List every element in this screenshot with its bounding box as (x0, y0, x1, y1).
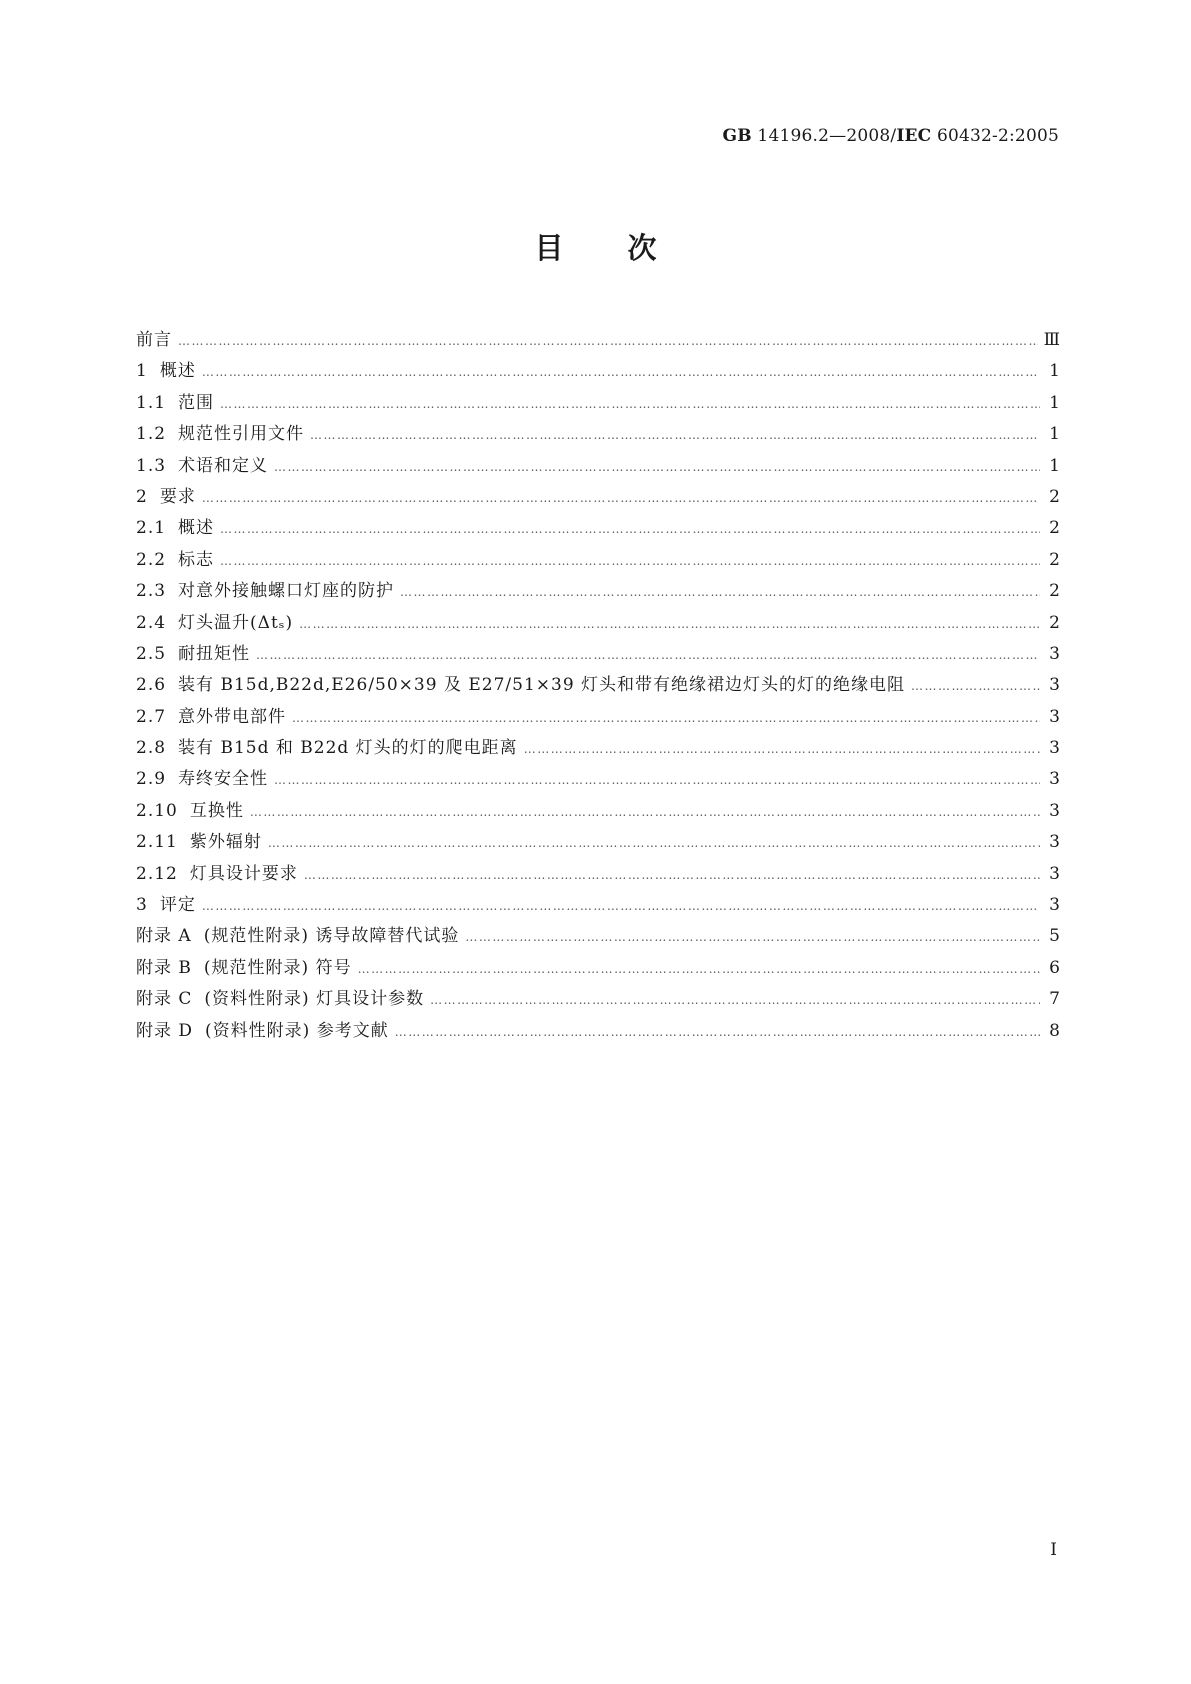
toc-entry-title: 概述 (178, 518, 215, 539)
toc-entry-number: 附录 B (136, 957, 192, 978)
toc-entry-label (136, 859, 304, 890)
toc-entry[interactable] (136, 1016, 1060, 1047)
toc-entry-title: (资料性附录) 参考文献 (205, 1020, 389, 1041)
toc-entry-number: 附录 A (136, 926, 192, 947)
toc-dot-leader (202, 483, 1040, 514)
toc-entry-number: 2.1 (136, 518, 167, 539)
toc-entry-page: 6 (1049, 957, 1060, 978)
toc-entry-label (136, 356, 202, 387)
toc-entry[interactable] (136, 419, 1060, 450)
page-title: 目次 (534, 231, 721, 265)
toc-dot-leader (430, 985, 1040, 1016)
toc-entry-title: 要求 (159, 486, 196, 507)
toc-entry-label (136, 953, 358, 984)
toc-entry-title: (规范性附录) 诱导故障替代试验 (203, 926, 460, 947)
toc-entry[interactable] (136, 733, 1060, 764)
toc-entry[interactable] (136, 388, 1060, 419)
toc-entry-title: 标志 (178, 549, 215, 570)
toc-entry[interactable] (136, 702, 1060, 733)
toc-entry-page: 2 (1049, 549, 1060, 570)
toc-entry-number: 2.11 (136, 832, 178, 853)
standard-header (723, 126, 1059, 146)
toc-dot-leader (256, 640, 1040, 671)
toc-entry[interactable] (136, 325, 1060, 356)
toc-entry-title: (资料性附录) 灯具设计参数 (204, 989, 425, 1010)
toc-entry-number: 2.5 (136, 643, 167, 664)
toc-dot-leader (292, 703, 1040, 734)
toc-entry-page: 3 (1049, 706, 1060, 727)
toc-entry-page: 3 (1049, 675, 1060, 696)
toc-entry-number: 2.7 (136, 706, 167, 727)
toc-entry-page: 1 (1049, 455, 1060, 476)
toc-entry-number: 1 (136, 361, 148, 382)
toc-entry-title: 规范性引用文件 (178, 424, 305, 445)
toc-entry-page: 3 (1049, 643, 1060, 664)
toc-entry-label (136, 827, 268, 858)
toc-entry-page: 1 (1049, 361, 1060, 382)
toc-entry-title: 范围 (178, 392, 215, 413)
toc-dot-leader (304, 860, 1040, 891)
toc-dot-leader (395, 1017, 1040, 1048)
toc-entry[interactable] (136, 608, 1060, 639)
toc-entry-label (136, 576, 400, 607)
toc-entry-label (136, 890, 202, 921)
toc-dot-leader (911, 671, 1040, 702)
toc-entry-label (136, 1016, 395, 1047)
toc-entry-title: 寿终安全性 (178, 769, 269, 790)
toc-entry-page: 8 (1049, 1020, 1060, 1041)
toc-entry-number: 1.3 (136, 455, 167, 476)
toc-entry-page: 3 (1049, 738, 1060, 759)
toc-entry-title: (规范性附录) 符号 (203, 957, 352, 978)
toc-entry-number: 2.8 (136, 738, 167, 759)
toc-entry-title: 对意外接触螺口灯座的防护 (178, 581, 395, 602)
toc-entry-page: 2 (1049, 581, 1060, 602)
toc-entry[interactable] (136, 356, 1060, 387)
toc-entry-number: 2.10 (136, 800, 178, 821)
toc-dot-leader (202, 891, 1040, 922)
toc-entry-label (136, 513, 220, 544)
toc-entry-page: 3 (1049, 895, 1060, 916)
toc-entry[interactable] (136, 953, 1060, 984)
toc-entry[interactable] (136, 545, 1060, 576)
table-of-contents (136, 325, 1060, 1047)
toc-entry-label (136, 670, 911, 701)
toc-entry-number: 2.2 (136, 549, 167, 570)
toc-dot-leader (178, 326, 1038, 357)
toc-entry-label (136, 921, 465, 952)
toc-entry-label (136, 545, 220, 576)
toc-entry[interactable] (136, 764, 1060, 795)
toc-entry-label (136, 388, 220, 419)
toc-entry-number: 2.4 (136, 612, 167, 633)
toc-entry-page: 2 (1049, 612, 1060, 633)
toc-entry-page: Ⅲ (1043, 330, 1060, 350)
toc-entry-title: 前言 (136, 330, 172, 350)
iec-prefix: IEC (896, 126, 932, 146)
toc-entry-label (136, 733, 524, 764)
page-number: I (1050, 1540, 1057, 1560)
toc-entry[interactable] (136, 859, 1060, 890)
toc-entry-label (136, 984, 430, 1015)
toc-dot-leader (220, 546, 1040, 577)
toc-dot-leader (202, 357, 1040, 388)
iec-number: 60432-2:2005 (936, 126, 1059, 146)
toc-entry[interactable] (136, 639, 1060, 670)
toc-entry-label (136, 482, 202, 513)
toc-dot-leader (274, 765, 1040, 796)
toc-entry-number: 1.2 (136, 424, 167, 445)
toc-dot-leader (358, 954, 1040, 985)
toc-dot-leader (310, 420, 1040, 451)
toc-entry-title: 装有 B15d 和 B22d 灯头的灯的爬电距离 (178, 738, 518, 759)
toc-entry-number: 2.3 (136, 581, 167, 602)
toc-dot-leader (524, 734, 1040, 765)
toc-entry-title: 灯具设计要求 (189, 863, 298, 884)
toc-entry-label (136, 702, 292, 733)
toc-entry-page: 3 (1049, 832, 1060, 853)
toc-entry[interactable] (136, 890, 1060, 921)
toc-dot-leader (274, 452, 1040, 483)
toc-entry-page: 2 (1049, 518, 1060, 539)
toc-entry-page: 5 (1049, 926, 1060, 947)
toc-entry-label (136, 639, 256, 670)
toc-entry-label (136, 608, 299, 639)
toc-entry-label (136, 419, 310, 450)
toc-entry[interactable] (136, 827, 1060, 858)
toc-dot-leader (220, 389, 1040, 420)
toc-entry-title: 装有 B15d,B22d,E26/50×39 及 E27/51×39 灯头和带有绝缘裙边灯头的灯的绝缘电阻 (178, 675, 906, 696)
toc-entry-title: 灯头温升(Δtₛ) (178, 612, 294, 633)
toc-dot-leader (268, 828, 1040, 859)
toc-entry-title: 概述 (159, 361, 196, 382)
toc-entry[interactable] (136, 482, 1060, 513)
toc-entry-page: 1 (1049, 424, 1060, 445)
toc-dot-leader (465, 922, 1040, 953)
toc-entry-label (136, 325, 178, 356)
toc-dot-leader (400, 577, 1040, 608)
toc-dot-leader (220, 514, 1040, 545)
toc-entry-label (136, 451, 274, 482)
toc-entry[interactable] (136, 921, 1060, 952)
toc-entry-title: 紫外辐射 (189, 832, 262, 853)
toc-entry[interactable] (136, 513, 1060, 544)
toc-entry-label (136, 764, 274, 795)
toc-entry-page: 3 (1049, 863, 1060, 884)
toc-dot-leader (299, 609, 1040, 640)
toc-entry-title: 耐扭矩性 (178, 643, 251, 664)
toc-entry-number: 2.9 (136, 769, 167, 790)
toc-entry[interactable] (136, 796, 1060, 827)
toc-entry-title: 术语和定义 (178, 455, 269, 476)
toc-entry-page: 2 (1049, 486, 1060, 507)
toc-entry-title: 互换性 (189, 800, 244, 821)
toc-entry-label (136, 796, 250, 827)
toc-entry[interactable] (136, 576, 1060, 607)
toc-entry[interactable] (136, 670, 1060, 701)
std-prefix: GB (722, 126, 752, 146)
toc-entry-page: 7 (1049, 989, 1060, 1010)
toc-entry-number: 附录 C (136, 989, 193, 1010)
toc-entry-title: 意外带电部件 (178, 706, 287, 727)
toc-entry-page: 3 (1049, 800, 1060, 821)
toc-entry[interactable] (136, 984, 1060, 1015)
toc-entry-number: 1.1 (136, 392, 167, 413)
toc-entry-page: 3 (1049, 769, 1060, 790)
toc-entry-page: 1 (1049, 392, 1060, 413)
toc-entry-title: 评定 (159, 895, 196, 916)
std-number: 14196.2—2008/ (757, 126, 897, 146)
toc-entry-number: 2 (136, 486, 148, 507)
toc-entry-number: 3 (136, 895, 148, 916)
toc-entry-number: 2.6 (136, 675, 167, 696)
toc-dot-leader (250, 797, 1040, 828)
toc-entry[interactable] (136, 451, 1060, 482)
toc-entry-number: 2.12 (136, 863, 178, 884)
toc-entry-number: 附录 D (136, 1020, 194, 1041)
